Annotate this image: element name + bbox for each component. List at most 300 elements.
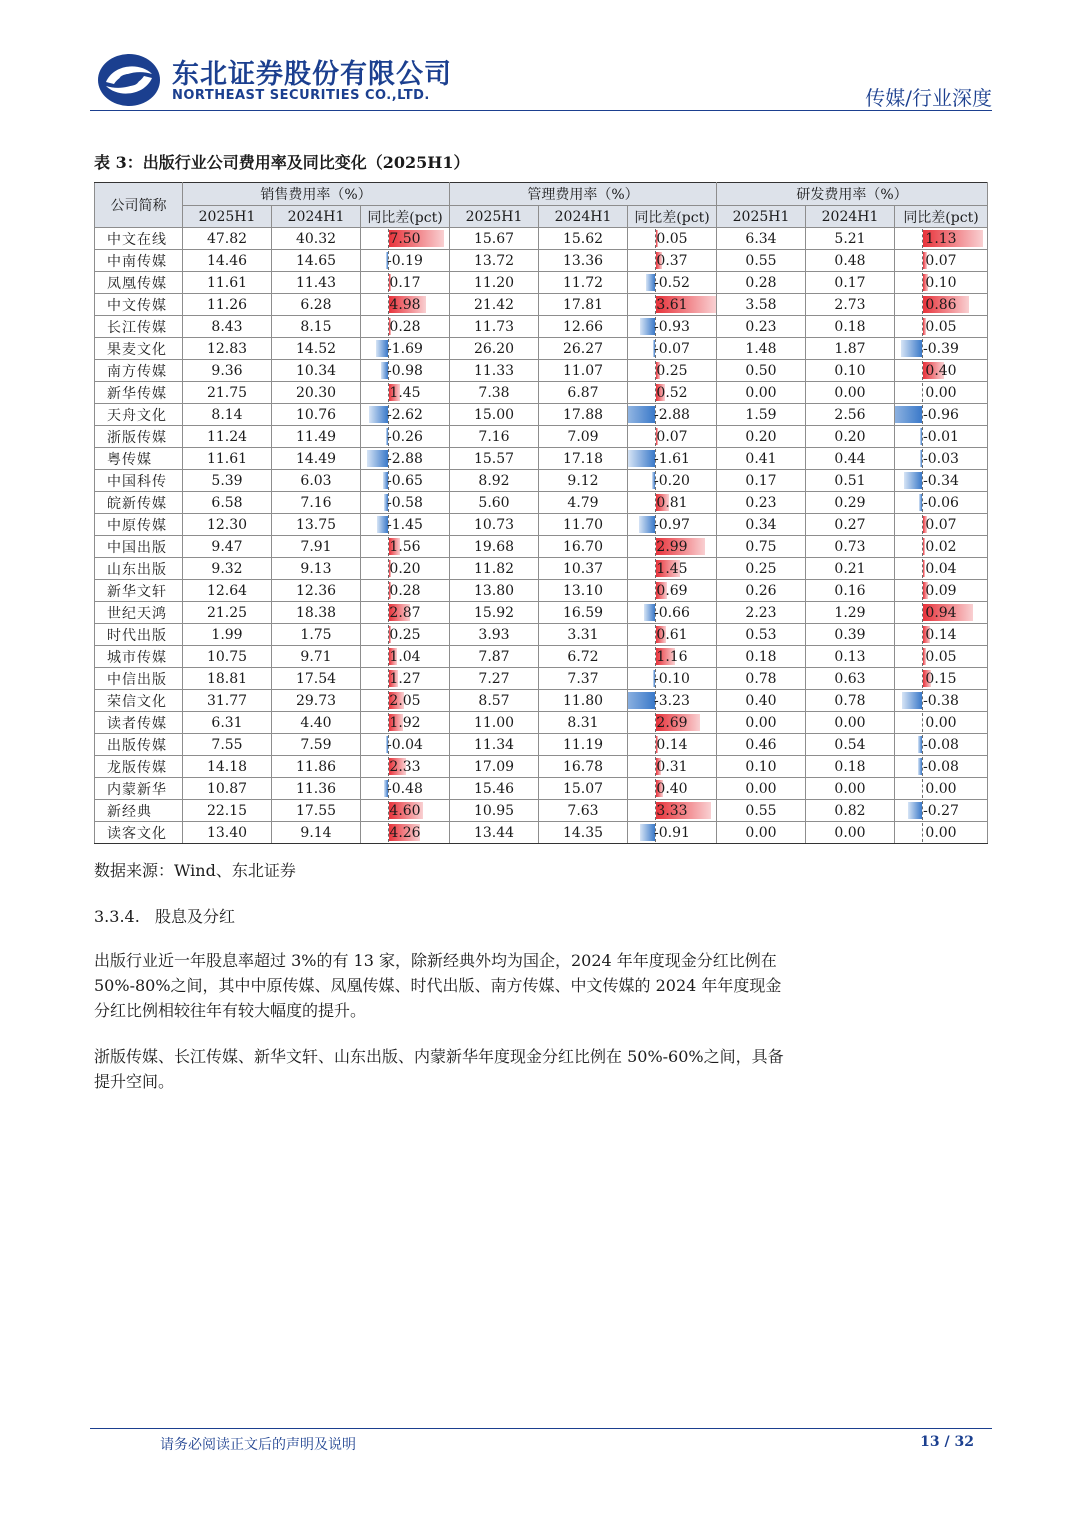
yoy-diff-value: -0.98 — [387, 362, 423, 379]
yoy-diff-value: -0.08 — [923, 758, 959, 775]
table-row — [95, 294, 988, 316]
yoy-diff-cell — [361, 316, 450, 338]
ratio-value: 0.46 — [717, 734, 806, 756]
ratio-value: 6.34 — [717, 228, 806, 250]
yoy-diff-cell — [361, 536, 450, 558]
footer-divider — [90, 1428, 992, 1429]
ratio-value: 0.78 — [806, 690, 895, 712]
ratio-value: 15.92 — [450, 602, 539, 624]
ratio-value: 17.81 — [539, 294, 628, 316]
yoy-diff-value: 0.20 — [389, 560, 421, 577]
ratio-value: 8.92 — [450, 470, 539, 492]
yoy-diff-value: 4.26 — [389, 824, 421, 841]
ratio-value: 4.79 — [539, 492, 628, 514]
subheader: 同比差(pct) — [628, 206, 717, 228]
company-name: 城市传媒 — [95, 646, 183, 668]
yoy-diff-cell — [361, 228, 450, 250]
ratio-value: 11.61 — [183, 448, 272, 470]
header-divider — [90, 110, 992, 111]
yoy-diff-cell — [895, 558, 988, 580]
ratio-value: 7.59 — [272, 734, 361, 756]
yoy-diff-value: -2.62 — [387, 406, 423, 423]
yoy-diff-cell — [628, 228, 717, 250]
negative-diff-bar — [908, 802, 922, 819]
yoy-diff-value: -0.65 — [387, 472, 423, 489]
ratio-value: 7.09 — [539, 426, 628, 448]
yoy-diff-cell — [895, 668, 988, 690]
negative-diff-bar — [367, 450, 388, 467]
ratio-value: 11.43 — [272, 272, 361, 294]
ratio-value: 9.36 — [183, 360, 272, 382]
company-name: 龙版传媒 — [95, 756, 183, 778]
table-row — [95, 514, 988, 536]
ratio-value: 0.28 — [717, 272, 806, 294]
yoy-diff-value: -0.96 — [923, 406, 959, 423]
yoy-diff-value: 2.05 — [389, 692, 421, 709]
yoy-diff-value: -0.07 — [654, 340, 690, 357]
yoy-diff-value: 1.04 — [389, 648, 421, 665]
ratio-value: 0.00 — [806, 778, 895, 800]
ratio-value: 11.00 — [450, 712, 539, 734]
subheader: 2024H1 — [272, 206, 361, 228]
yoy-diff-cell — [361, 404, 450, 426]
yoy-diff-cell — [361, 250, 450, 272]
ratio-value: 9.47 — [183, 536, 272, 558]
header-group-rd: 研发费用率（%） — [717, 183, 988, 206]
table-row — [95, 426, 988, 448]
ratio-value: 9.13 — [272, 558, 361, 580]
negative-diff-bar — [918, 758, 922, 775]
yoy-diff-cell — [895, 624, 988, 646]
page-number: 13 / 32 — [920, 1434, 974, 1450]
yoy-diff-value: -0.26 — [387, 428, 423, 445]
body-paragraph: 浙版传媒、长江传媒、新华文轩、山东出版、内蒙新华年度现金分红比例在 50%-60%之间，具备提升空间。 — [94, 1047, 784, 1091]
company-name: 中国科传 — [95, 470, 183, 492]
company-name: 新华文轩 — [95, 580, 183, 602]
yoy-diff-value: 0.05 — [656, 230, 688, 247]
ratio-value: 6.72 — [539, 646, 628, 668]
ratio-value: 0.13 — [806, 646, 895, 668]
yoy-diff-cell — [361, 602, 450, 624]
table-row — [95, 492, 988, 514]
yoy-diff-cell — [628, 800, 717, 822]
table-row — [95, 800, 988, 822]
ratio-value: 0.48 — [806, 250, 895, 272]
yoy-diff-cell — [895, 756, 988, 778]
yoy-diff-value: 0.14 — [925, 626, 957, 643]
ratio-value: 20.30 — [272, 382, 361, 404]
table-row — [95, 470, 988, 492]
company-name: 长江传媒 — [95, 316, 183, 338]
negative-diff-bar — [919, 494, 922, 511]
ratio-value: 8.14 — [183, 404, 272, 426]
ratio-value: 11.49 — [272, 426, 361, 448]
yoy-diff-cell — [361, 470, 450, 492]
ratio-value: 18.81 — [183, 668, 272, 690]
negative-diff-bar — [918, 736, 922, 753]
yoy-diff-cell — [361, 690, 450, 712]
ratio-value: 0.26 — [717, 580, 806, 602]
ratio-value: 10.76 — [272, 404, 361, 426]
ratio-value: 0.18 — [806, 756, 895, 778]
yoy-diff-value: 0.10 — [925, 274, 957, 291]
yoy-diff-cell — [628, 624, 717, 646]
ratio-value: 0.23 — [717, 492, 806, 514]
ratio-value: 0.63 — [806, 668, 895, 690]
ratio-value: 14.46 — [183, 250, 272, 272]
yoy-diff-value: 0.07 — [925, 252, 957, 269]
yoy-diff-cell — [628, 580, 717, 602]
yoy-diff-cell — [361, 624, 450, 646]
yoy-diff-value: -3.23 — [654, 692, 690, 709]
yoy-diff-value: 0.00 — [925, 384, 957, 401]
yoy-diff-cell — [895, 536, 988, 558]
subheader: 2024H1 — [806, 206, 895, 228]
yoy-diff-cell — [628, 602, 717, 624]
yoy-diff-cell — [361, 448, 450, 470]
ratio-value: 5.60 — [450, 492, 539, 514]
negative-diff-bar — [369, 406, 388, 423]
yoy-diff-cell — [895, 316, 988, 338]
yoy-diff-value: -0.06 — [923, 494, 959, 511]
table-row — [95, 536, 988, 558]
ratio-value: 11.20 — [450, 272, 539, 294]
ratio-value: 0.00 — [806, 382, 895, 404]
ratio-value: 10.87 — [183, 778, 272, 800]
ratio-value: 14.65 — [272, 250, 361, 272]
ratio-value: 7.63 — [539, 800, 628, 822]
ratio-value: 14.52 — [272, 338, 361, 360]
page-header — [0, 0, 1080, 115]
ratio-value: 0.00 — [806, 712, 895, 734]
subheader: 同比差(pct) — [895, 206, 988, 228]
yoy-diff-value: -1.69 — [387, 340, 423, 357]
yoy-diff-cell — [628, 558, 717, 580]
table-row — [95, 382, 988, 404]
ratio-value: 1.29 — [806, 602, 895, 624]
ratio-value: 0.16 — [806, 580, 895, 602]
table-row — [95, 734, 988, 756]
company-name: 天舟文化 — [95, 404, 183, 426]
table-row — [95, 228, 988, 250]
ratio-value: 7.38 — [450, 382, 539, 404]
subheader: 2025H1 — [717, 206, 806, 228]
yoy-diff-cell — [895, 360, 988, 382]
yoy-diff-value: 0.25 — [389, 626, 421, 643]
yoy-diff-value: 1.16 — [656, 648, 688, 665]
yoy-diff-value: 0.81 — [656, 494, 688, 511]
header-group-admin: 管理费用率（%） — [450, 183, 717, 206]
yoy-diff-cell — [361, 492, 450, 514]
ratio-value: 15.57 — [450, 448, 539, 470]
company-name: 时代出版 — [95, 624, 183, 646]
table-row — [95, 624, 988, 646]
company-name: 南方传媒 — [95, 360, 183, 382]
ratio-value: 15.00 — [450, 404, 539, 426]
ratio-value: 29.73 — [272, 690, 361, 712]
negative-diff-bar — [628, 450, 655, 467]
yoy-diff-value: 0.07 — [925, 516, 957, 533]
yoy-diff-cell — [628, 712, 717, 734]
subheader: 2025H1 — [450, 206, 539, 228]
company-name: 出版传媒 — [95, 734, 183, 756]
yoy-diff-cell — [895, 228, 988, 250]
ratio-value: 3.93 — [450, 624, 539, 646]
yoy-diff-value: 1.56 — [389, 538, 421, 555]
yoy-diff-value: -0.19 — [387, 252, 423, 269]
company-name: 内蒙新华 — [95, 778, 183, 800]
ratio-value: 9.14 — [272, 822, 361, 844]
ratio-value: 0.55 — [717, 800, 806, 822]
ratio-value: 15.67 — [450, 228, 539, 250]
company-name: 新华传媒 — [95, 382, 183, 404]
company-name: 果麦文化 — [95, 338, 183, 360]
negative-diff-bar — [904, 472, 922, 489]
ratio-value: 18.38 — [272, 602, 361, 624]
company-name: 皖新传媒 — [95, 492, 183, 514]
table-row — [95, 646, 988, 668]
yoy-diff-value: -0.93 — [654, 318, 690, 335]
yoy-diff-value: 0.69 — [656, 582, 688, 599]
ratio-value: 0.55 — [717, 250, 806, 272]
negative-diff-bar — [920, 450, 922, 467]
ratio-value: 6.58 — [183, 492, 272, 514]
yoy-diff-cell — [628, 756, 717, 778]
ratio-value: 2.23 — [717, 602, 806, 624]
ratio-value: 0.73 — [806, 536, 895, 558]
yoy-diff-cell — [628, 294, 717, 316]
table-row — [95, 250, 988, 272]
ratio-value: 11.86 — [272, 756, 361, 778]
yoy-diff-cell — [628, 426, 717, 448]
yoy-diff-value: 0.05 — [925, 318, 957, 335]
ratio-value: 12.66 — [539, 316, 628, 338]
ratio-value: 15.46 — [450, 778, 539, 800]
ratio-value: 3.58 — [717, 294, 806, 316]
yoy-diff-value: 0.07 — [656, 428, 688, 445]
table-body — [95, 228, 988, 844]
ratio-value: 12.36 — [272, 580, 361, 602]
yoy-diff-cell — [895, 426, 988, 448]
yoy-diff-value: -0.38 — [923, 692, 959, 709]
subheader: 2025H1 — [183, 206, 272, 228]
ratio-value: 0.20 — [806, 426, 895, 448]
ratio-value: 13.36 — [539, 250, 628, 272]
zero-axis — [922, 779, 923, 798]
yoy-diff-value: 0.00 — [925, 714, 957, 731]
company-name: 粤传媒 — [95, 448, 183, 470]
ratio-value: 7.87 — [450, 646, 539, 668]
ratio-value: 12.64 — [183, 580, 272, 602]
company-name: 中南传媒 — [95, 250, 183, 272]
ratio-value: 0.10 — [806, 360, 895, 382]
footer-notice: 请务必阅读正文后的声明及说明 — [160, 1437, 356, 1453]
subheader: 同比差(pct) — [361, 206, 450, 228]
subheader: 2024H1 — [539, 206, 628, 228]
ratio-value: 15.62 — [539, 228, 628, 250]
ratio-value: 11.70 — [539, 514, 628, 536]
yoy-diff-cell — [895, 580, 988, 602]
yoy-diff-value: 2.99 — [656, 538, 688, 555]
yoy-diff-cell — [895, 294, 988, 316]
ratio-value: 17.18 — [539, 448, 628, 470]
ratio-value: 11.72 — [539, 272, 628, 294]
header-company: 公司简称 — [95, 183, 183, 228]
ratio-value: 1.87 — [806, 338, 895, 360]
table-row — [95, 602, 988, 624]
yoy-diff-value: 1.13 — [925, 230, 957, 247]
company-name: 浙版传媒 — [95, 426, 183, 448]
company-name: 中原传媒 — [95, 514, 183, 536]
ratio-value: 17.09 — [450, 756, 539, 778]
ratio-value: 7.16 — [450, 426, 539, 448]
yoy-diff-cell — [895, 646, 988, 668]
negative-diff-bar — [628, 406, 656, 423]
yoy-diff-value: 3.33 — [656, 802, 688, 819]
ratio-value: 0.82 — [806, 800, 895, 822]
ratio-value: 11.19 — [539, 734, 628, 756]
ratio-value: 9.32 — [183, 558, 272, 580]
yoy-diff-cell — [895, 404, 988, 426]
ratio-value: 0.00 — [717, 778, 806, 800]
yoy-diff-cell — [895, 382, 988, 404]
northeast-securities-logo-icon — [96, 52, 162, 108]
yoy-diff-value: 0.61 — [656, 626, 688, 643]
yoy-diff-cell — [361, 580, 450, 602]
zero-axis — [922, 383, 923, 402]
ratio-value: 16.78 — [539, 756, 628, 778]
yoy-diff-value: -2.88 — [387, 450, 423, 467]
ratio-value: 13.72 — [450, 250, 539, 272]
yoy-diff-cell — [361, 558, 450, 580]
yoy-diff-cell — [628, 734, 717, 756]
yoy-diff-value: -0.20 — [654, 472, 690, 489]
yoy-diff-value: 0.40 — [925, 362, 957, 379]
yoy-diff-cell — [361, 360, 450, 382]
yoy-diff-value: -0.66 — [654, 604, 690, 621]
table-title: 表 3：出版行业公司费用率及同比变化（2025H1） — [94, 153, 470, 172]
ratio-value: 11.82 — [450, 558, 539, 580]
ratio-value: 0.44 — [806, 448, 895, 470]
yoy-diff-cell — [361, 382, 450, 404]
ratio-value: 8.57 — [450, 690, 539, 712]
ratio-value: 0.39 — [806, 624, 895, 646]
yoy-diff-value: 2.69 — [656, 714, 688, 731]
yoy-diff-value: 0.37 — [656, 252, 688, 269]
ratio-value: 11.80 — [539, 690, 628, 712]
ratio-value: 10.75 — [183, 646, 272, 668]
ratio-value: 12.83 — [183, 338, 272, 360]
yoy-diff-cell — [628, 668, 717, 690]
table-row — [95, 756, 988, 778]
company-name: 山东出版 — [95, 558, 183, 580]
yoy-diff-cell — [361, 712, 450, 734]
company-name: 读者传媒 — [95, 712, 183, 734]
ratio-value: 0.00 — [806, 822, 895, 844]
yoy-diff-cell — [628, 470, 717, 492]
ratio-value: 11.73 — [450, 316, 539, 338]
company-name: 读客文化 — [95, 822, 183, 844]
yoy-diff-cell — [895, 690, 988, 712]
ratio-value: 0.53 — [717, 624, 806, 646]
table-row — [95, 712, 988, 734]
yoy-diff-value: 1.92 — [389, 714, 421, 731]
ratio-value: 13.40 — [183, 822, 272, 844]
ratio-value: 0.41 — [717, 448, 806, 470]
yoy-diff-value: 0.09 — [925, 582, 957, 599]
yoy-diff-value: 0.04 — [925, 560, 957, 577]
yoy-diff-value: 0.02 — [925, 538, 957, 555]
ratio-value: 11.34 — [450, 734, 539, 756]
yoy-diff-cell — [895, 602, 988, 624]
negative-diff-bar — [640, 318, 655, 335]
section-heading: 3.3.4. 股息及分红 — [94, 907, 236, 926]
ratio-value: 1.48 — [717, 338, 806, 360]
ratio-value: 13.80 — [450, 580, 539, 602]
ratio-value: 0.10 — [717, 756, 806, 778]
ratio-value: 0.17 — [806, 272, 895, 294]
table-row — [95, 338, 988, 360]
negative-diff-bar — [639, 516, 655, 533]
ratio-value: 11.33 — [450, 360, 539, 382]
yoy-diff-cell — [895, 492, 988, 514]
yoy-diff-cell — [628, 514, 717, 536]
yoy-diff-value: -1.61 — [654, 450, 690, 467]
table-row — [95, 778, 988, 800]
table-row — [95, 360, 988, 382]
yoy-diff-cell — [361, 294, 450, 316]
yoy-diff-value: -0.04 — [387, 736, 423, 753]
yoy-diff-cell — [361, 800, 450, 822]
ratio-value: 7.37 — [539, 668, 628, 690]
yoy-diff-cell — [628, 646, 717, 668]
negative-diff-bar — [901, 340, 922, 357]
yoy-diff-value: -0.52 — [654, 274, 690, 291]
ratio-value: 11.07 — [539, 360, 628, 382]
yoy-diff-value: -0.91 — [654, 824, 690, 841]
yoy-diff-cell — [628, 778, 717, 800]
ratio-value: 0.00 — [717, 822, 806, 844]
ratio-value: 13.44 — [450, 822, 539, 844]
yoy-diff-value: -0.10 — [654, 670, 690, 687]
yoy-diff-value: 0.00 — [925, 824, 957, 841]
company-name: 中信出版 — [95, 668, 183, 690]
yoy-diff-value: 0.15 — [925, 670, 957, 687]
yoy-diff-cell — [361, 778, 450, 800]
ratio-value: 7.55 — [183, 734, 272, 756]
ratio-value: 2.56 — [806, 404, 895, 426]
ratio-value: 11.24 — [183, 426, 272, 448]
company-name-cn: 东北证券股份有限公司 — [172, 59, 452, 90]
yoy-diff-value: 0.94 — [925, 604, 957, 621]
yoy-diff-cell — [361, 426, 450, 448]
company-name: 世纪天鸿 — [95, 602, 183, 624]
zero-axis — [922, 823, 923, 842]
table-row — [95, 316, 988, 338]
ratio-value: 21.25 — [183, 602, 272, 624]
table-row — [95, 690, 988, 712]
yoy-diff-value: -0.27 — [923, 802, 959, 819]
ratio-value: 5.39 — [183, 470, 272, 492]
yoy-diff-cell — [895, 800, 988, 822]
yoy-diff-value: -0.34 — [923, 472, 959, 489]
negative-diff-bar — [902, 692, 922, 709]
ratio-value: 7.91 — [272, 536, 361, 558]
ratio-value: 16.70 — [539, 536, 628, 558]
table-row — [95, 668, 988, 690]
company-name: 中文传媒 — [95, 294, 183, 316]
ratio-value: 0.29 — [806, 492, 895, 514]
